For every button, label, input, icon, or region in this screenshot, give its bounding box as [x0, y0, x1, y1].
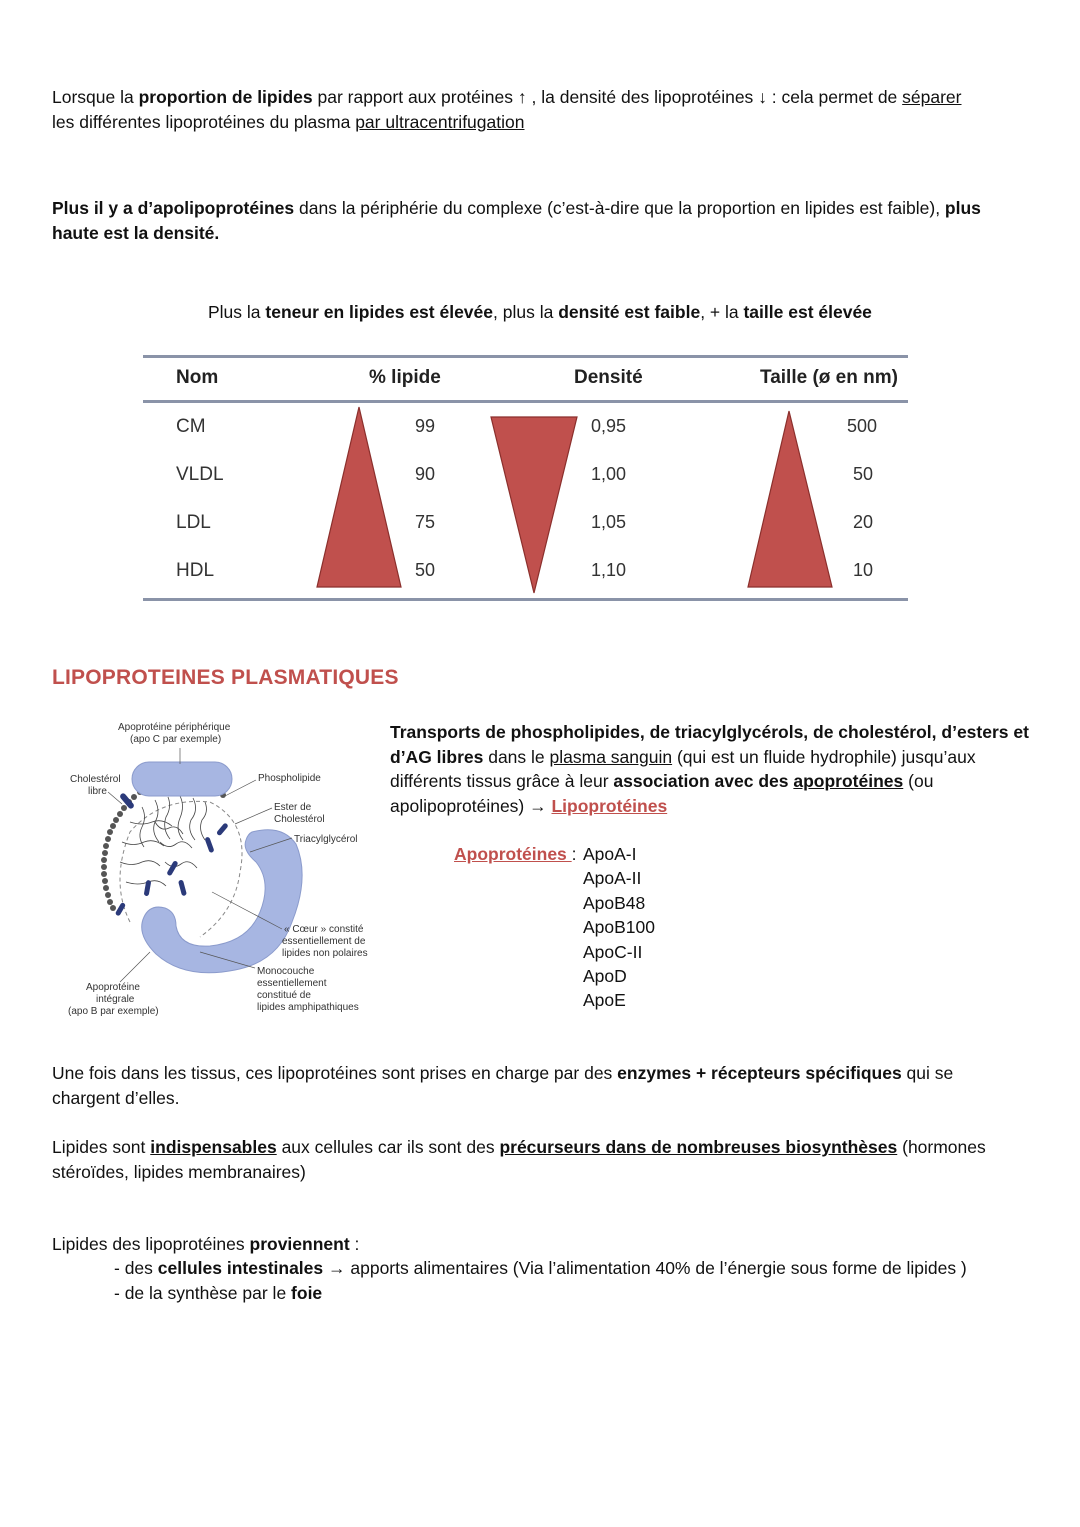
bold-text: Plus il y a d’apolipoprotéines	[52, 198, 295, 218]
apoproteines-label-text: Apoprotéines	[454, 844, 572, 864]
arrow-down-icon: ↓	[758, 87, 767, 107]
text: Lorsque la	[52, 87, 139, 107]
text: .	[214, 222, 220, 243]
text: :	[349, 1234, 360, 1254]
row-lipide: 75	[415, 512, 436, 532]
bold-text: enzymes + récepteurs spécifiques	[617, 1063, 902, 1083]
row-nom: VLDL	[176, 464, 224, 485]
text: stéroïdes, lipides membranaires)	[52, 1161, 306, 1182]
text: : cela permet de	[766, 87, 903, 107]
header-taille: Taille (ø en nm)	[760, 367, 898, 388]
origin-paragraph	[52, 1232, 359, 1257]
label-integral-apoprotein: Apoprotéine	[86, 982, 140, 993]
bold-text: haute est la densité	[52, 222, 215, 243]
label-monolayer-4: lipides amphipathiques	[257, 1002, 359, 1013]
bold-text: teneur en lipides est élevée	[265, 302, 493, 322]
lipid-triangle-up	[317, 407, 401, 587]
triangles-graphic	[143, 355, 908, 603]
text: (qui est un fluide hydrophile) jusqu’aux	[672, 746, 976, 767]
bold-text: proviennent	[249, 1234, 350, 1254]
row-nom: LDL	[176, 512, 211, 533]
list-item: ApoA-II	[583, 868, 642, 889]
row-nom: CM	[176, 416, 206, 437]
label-monolayer-3: constitué de	[257, 990, 311, 1001]
bold-text: association avec des	[613, 771, 794, 791]
density-triangle-down	[491, 417, 577, 593]
underlined-text: séparer	[902, 87, 962, 107]
text: qui se	[901, 1063, 954, 1083]
size-triangle-up	[748, 411, 832, 587]
label-integral-apoprotein-3: (apo B par exemple)	[68, 1006, 159, 1017]
apoproteines-label	[454, 842, 577, 866]
text: par rapport aux protéines	[312, 87, 518, 107]
lipoprotein-table	[143, 355, 908, 603]
label-phospholipid: Phospholipide	[258, 773, 321, 784]
list-item: ApoA-I	[583, 844, 637, 864]
row-taille: 10	[852, 560, 873, 580]
lipids-paragraph	[52, 1135, 986, 1184]
list-item	[114, 1283, 322, 1303]
row-taille: 500	[846, 416, 877, 436]
text: aux cellules car ils sont des	[276, 1137, 500, 1157]
text: Lipides sont	[52, 1137, 151, 1157]
bold-text: densité est faible	[558, 302, 701, 322]
section-title: LIPOPROTEINES PLASMATIQUES	[52, 666, 399, 689]
text: les différentes lipoprotéines du plasma	[52, 111, 356, 132]
list-item	[114, 1258, 967, 1278]
intro-paragraph	[52, 85, 962, 134]
text: dans la périphérie du complexe (c’est-à-dire que la proportion en lipides est faible),	[294, 198, 945, 218]
text: Plus la	[208, 302, 266, 322]
text: Une fois dans les tissus, ces lipoprotéines sont prises en charge par des	[52, 1063, 618, 1083]
label-monolayer: Monocouche	[257, 966, 315, 977]
label-triacylglycerol: Triacylglycérol	[294, 834, 358, 845]
tissues-paragraph	[52, 1061, 953, 1110]
bold-text: taille est élevée	[743, 302, 872, 322]
lipoprotein-diagram	[60, 712, 390, 1022]
underlined-text: par ultracentrifugation	[355, 111, 525, 132]
label-core-2: essentiellement de	[282, 936, 366, 947]
table-caption	[208, 300, 872, 325]
text: Lipides des lipoprotéines	[52, 1234, 250, 1254]
arrow-up-icon: ↑	[517, 87, 527, 107]
text: → apports alimentaires (Via l’alimentation 40% de l’énergie sous forme de lipides )	[323, 1258, 967, 1278]
bold-text: Transports de phospholipides, de triacylglycérols, de cholestérol, d’esters et	[390, 722, 1029, 742]
label-peripheral-apoprotein-example: (apo C par exemple)	[130, 734, 222, 745]
header-densite: Densité	[574, 367, 643, 388]
label-peripheral-apoprotein: Apoprotéine périphérique	[118, 722, 231, 733]
list-item: ApoE	[583, 990, 626, 1011]
row-lipide: 99	[415, 416, 436, 436]
list-item: ApoD	[583, 966, 627, 987]
label-monolayer-2: essentiellement	[257, 978, 327, 989]
text: , + la	[700, 302, 744, 322]
lipoproteines-link-text: Lipoprotéines	[551, 795, 668, 816]
row-lipide: 50	[415, 560, 436, 580]
text: - de la synthèse par le	[114, 1282, 292, 1303]
row-nom: HDL	[176, 560, 215, 581]
text: apolipoprotéines) →	[390, 795, 552, 816]
bold-text: foie	[291, 1282, 323, 1303]
transport-paragraph	[390, 720, 1029, 818]
apoproteines-list	[583, 842, 655, 1013]
text: dans le	[483, 746, 550, 767]
label-cholesterol-ester: Ester de	[274, 802, 312, 813]
text: différents tissus grâce à leur	[390, 771, 614, 791]
text: :	[571, 844, 577, 864]
underlined-bold-text: précurseurs dans de nombreuses biosynthèses	[499, 1137, 898, 1157]
row-taille: 20	[852, 512, 873, 532]
row-densite: 1,05	[591, 512, 627, 532]
bold-text: cellules intestinales	[157, 1258, 324, 1278]
list-item: ApoB100	[583, 917, 656, 938]
text: , plus la	[493, 302, 559, 322]
row-lipide: 90	[415, 464, 436, 484]
peripheral-apoprotein-shape	[132, 762, 232, 796]
text: (ou	[903, 771, 934, 791]
header-lipide: % lipide	[369, 367, 441, 388]
text: (hormones	[897, 1137, 986, 1157]
bold-text: proportion de lipides	[138, 87, 313, 107]
bold-text: plus	[944, 198, 981, 218]
origin-list	[114, 1256, 967, 1305]
apolipoprotein-paragraph	[52, 196, 981, 245]
label-free-cholesterol-2: libre	[88, 786, 107, 797]
underlined-text: plasma sanguin	[549, 746, 673, 767]
row-densite: 0,95	[591, 416, 627, 436]
label-free-cholesterol: Cholestérol	[70, 774, 121, 785]
header-nom: Nom	[176, 367, 219, 388]
label-core: « Cœur » constité	[284, 924, 364, 935]
row-densite: 1,10	[591, 560, 627, 580]
text: - des	[114, 1258, 158, 1278]
bold-text: d’AG libres	[390, 746, 484, 767]
text: chargent d’elles.	[52, 1087, 180, 1108]
underlined-bold-text: apoprotéines	[793, 771, 904, 791]
row-densite: 1,00	[591, 464, 627, 484]
row-taille: 50	[852, 464, 873, 484]
list-item: ApoC-II	[583, 941, 643, 962]
label-cholesterol-ester-2: Cholestérol	[274, 814, 325, 825]
label-core-3: lipides non polaires	[282, 948, 368, 959]
underlined-bold-text: indispensables	[150, 1137, 277, 1157]
text: , la densité des lipoprotéines	[526, 87, 759, 107]
label-integral-apoprotein-2: intégrale	[96, 994, 135, 1005]
list-item: ApoB48	[583, 892, 646, 913]
